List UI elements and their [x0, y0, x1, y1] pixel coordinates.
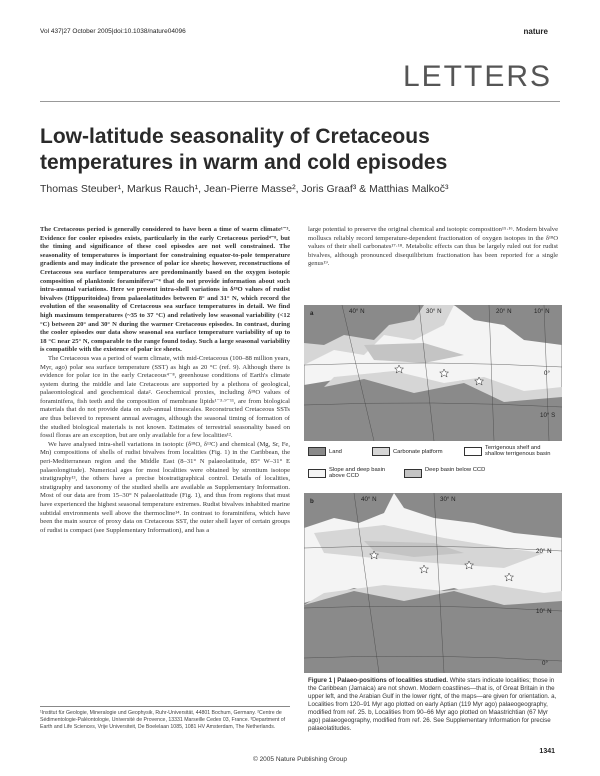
legend-carbonate: Carbonate platform — [372, 447, 443, 456]
legend-land: Land — [308, 447, 342, 456]
copyright-line: © 2005 Nature Publishing Group — [252, 756, 348, 763]
figure-caption — [308, 677, 560, 733]
lat-label: 0° — [544, 370, 550, 377]
lon-label: 10° N — [534, 308, 550, 315]
section-heading: LETTERS — [402, 60, 552, 93]
lon-label: 40° N — [349, 308, 365, 315]
body-paragraph-2: We have analysed intra-shell variations in isotopic (δ¹⁸O, δ¹³C) and chemical (Mg, Sr, Fe, Mn) compositions of shells of rudist bivalves from localities (Fig. 1) in the Caribbean, the peri-Mediterranean region and the Middle East (8–31° N palaeolatitude, 85° W–31° E palaeolongitude). Numerical ages for most localities were obtained by strontium isotope stratigraphy¹³, the others have a precise biostratigraphical control. Details of localities, stratigraphy and taxonomy of the studied shells are available as Supplementary Information. Most of our data are from 15–30° N palaeolatitude (Fig. 1), and thus from regions that must have experienced the highest seasonal temperature extremes. Rudist bivalves inhabited marine subtidal environments well above the thermocline¹⁴. In contrast to foraminifera, which have been the main source of proxy data on Cretaceous SST, the outer shell layer of certain groups of rudist is compact (see Supplementary Information), and has a — [40, 440, 290, 534]
page-number: 1341 — [539, 748, 555, 755]
map-panel-a — [304, 305, 562, 441]
lat-label: 20° N — [536, 548, 552, 555]
article-title: Low-latitude seasonality of Cretaceous temperatures in warm and cold episodes — [40, 125, 448, 174]
legend-terrigenous: Terrigenous shelf and shallow terrigenous basin — [464, 445, 560, 457]
lon-label: 30° N — [440, 496, 456, 503]
legend-swatch — [308, 469, 326, 478]
lon-label: 40° N — [361, 496, 377, 503]
map-legend — [304, 445, 562, 489]
body-paragraph-3: large potential to preserve the original chemical and isotopic composition¹⁵·¹⁶. Modern bivalve molluscs reliably record temperature-dependent fractionation of oxygen isotopes in the δ¹⁸O values of their shell carbonates¹⁷·¹⁸. Metabolic effects can thus be largely ruled out for rudist bivalves, although pronounced disequilibrium fractionation has been reported for a single genus¹⁹. — [308, 226, 558, 268]
panel-b-label: b — [310, 498, 314, 505]
running-header — [40, 28, 548, 38]
legend-deep: Deep basin below CCD — [404, 467, 494, 478]
lat-label: 10° S — [540, 412, 556, 419]
author-list: Thomas Steuber¹, Markus Rauch¹, Jean-Pierre Masse², Joris Graaf³ & Matthias Malkoč³ — [40, 183, 449, 195]
caption-title: Figure 1 | Palaeo-positions of localities studied. — [308, 677, 448, 684]
affiliations-footnote: ¹Institut für Geologie, Mineralogie und Geophysik, Ruhr-Universität, 44801 Bochum, Germany. ²Centre de Sédimentologie-Paléontologie, Université de Provence, 13331 Marseille Cedex 03, France. ³Department of Earth and Life Sciences, Vrije Universiteit, De Boelelaan 1085, 1081 HV Amsterdam, The Netherlands. — [40, 706, 290, 730]
lat-label: 10° N — [536, 608, 552, 615]
caption-text: White stars indicate localities; those in the Caribbean (Jamaica) are not shown. Modern coastlines—that is, of Great Britain in the upper left, and the Arabian Gulf in the lower right, of the maps—are given for orientation. a, Localities from 120–91 Myr ago plotted on early Aptian (119 Myr ago) palaeogeography, modified from ref. 25. b, Localities from 90–66 Myr ago plotted on Maastrichtian (67 Myr ago) palaeogeography, modified from ref. 26. See Supplementary Information for precise palaeolatitudes. — [308, 677, 557, 732]
lat-label: 0° — [542, 660, 548, 667]
legend-swatch — [464, 447, 482, 456]
figure-1 — [304, 305, 562, 677]
legend-swatch — [372, 447, 390, 456]
body-paragraph-1: The Cretaceous was a period of warm climate, with mid-Cretaceous (100–88 million years, Myr, ago) polar sea surface temperature (SST) as high as 20 °C (ref. 9). Although there is evidence for polar ice in the early Cretaceous⁴⁻⁸, greenhouse conditions of Earth's climate system during the middle and late Cretaceous are supported by a plethora of geological, palaeontological and geochemical data². Geochemical proxies, including δ¹⁸O values of foraminifera, fish teeth and the composition of membrane lipids¹⁻³·⁹⁻¹¹, are from biological materials that do not provide data on sub-annual timescales. Reconstructed Cretaceous SSTs are thus believed to represent annual averages, although the seasonal timing of formation of the studied biological materials is not known. Estimates of terrestrial seasonality based on fossil floras are an exception, but are only available for a few localities¹². — [40, 354, 290, 440]
legend-slope: Slope and deep basin above CCD — [308, 467, 398, 479]
left-column — [40, 226, 290, 535]
citation-line: Vol 437|27 October 2005|doi:10.1038/nature04096 — [40, 28, 186, 35]
section-divider — [40, 101, 560, 102]
panel-a-label: a — [310, 310, 314, 317]
map-panel-b — [304, 493, 562, 673]
right-column — [308, 226, 558, 269]
lon-label: 20° N — [496, 308, 512, 315]
lon-label: 30° N — [426, 308, 442, 315]
legend-swatch — [308, 447, 326, 456]
legend-swatch — [404, 469, 422, 478]
abstract: The Cretaceous period is generally considered to have been a time of warm climate¹⁻³. Evidence for cooler episodes exists, particularly in the early Cretaceous period⁴⁻⁸, but the timing and significance of these cool episodes are not well constrained. The seasonality of temperatures is important for constraining equator-to-pole temperature gradients and may indicate the presence of polar ice sheets; however, reconstructions of Cretaceous sea surface temperatures are predominantly based on the oxygen isotopic composition of planktonic foraminifera¹⁻⁴ that do not provide information about such intra-annual variations. Here we present intra-shell variations in δ¹⁸O values of rudist bivalves (Hippuritoidea) from palaeolatitudes between 8° and 31° N, which record the evolution of the seasonality of Cretaceous sea surface temperatures in detail. We find high maximum temperatures (~35 to 37 °C) and relatively low seasonal variability (<12 °C) between 20° and 30° N during the warmer Cretaceous episodes. In contrast, during the cooler episodes our data show seasonal sea surface temperature variability of up to 18 °C near 25° N, comparable to the range found today. Such a large seasonal variability is compatible with the existence of polar ice sheets. — [40, 226, 290, 354]
journal-logo: nature — [523, 27, 548, 36]
